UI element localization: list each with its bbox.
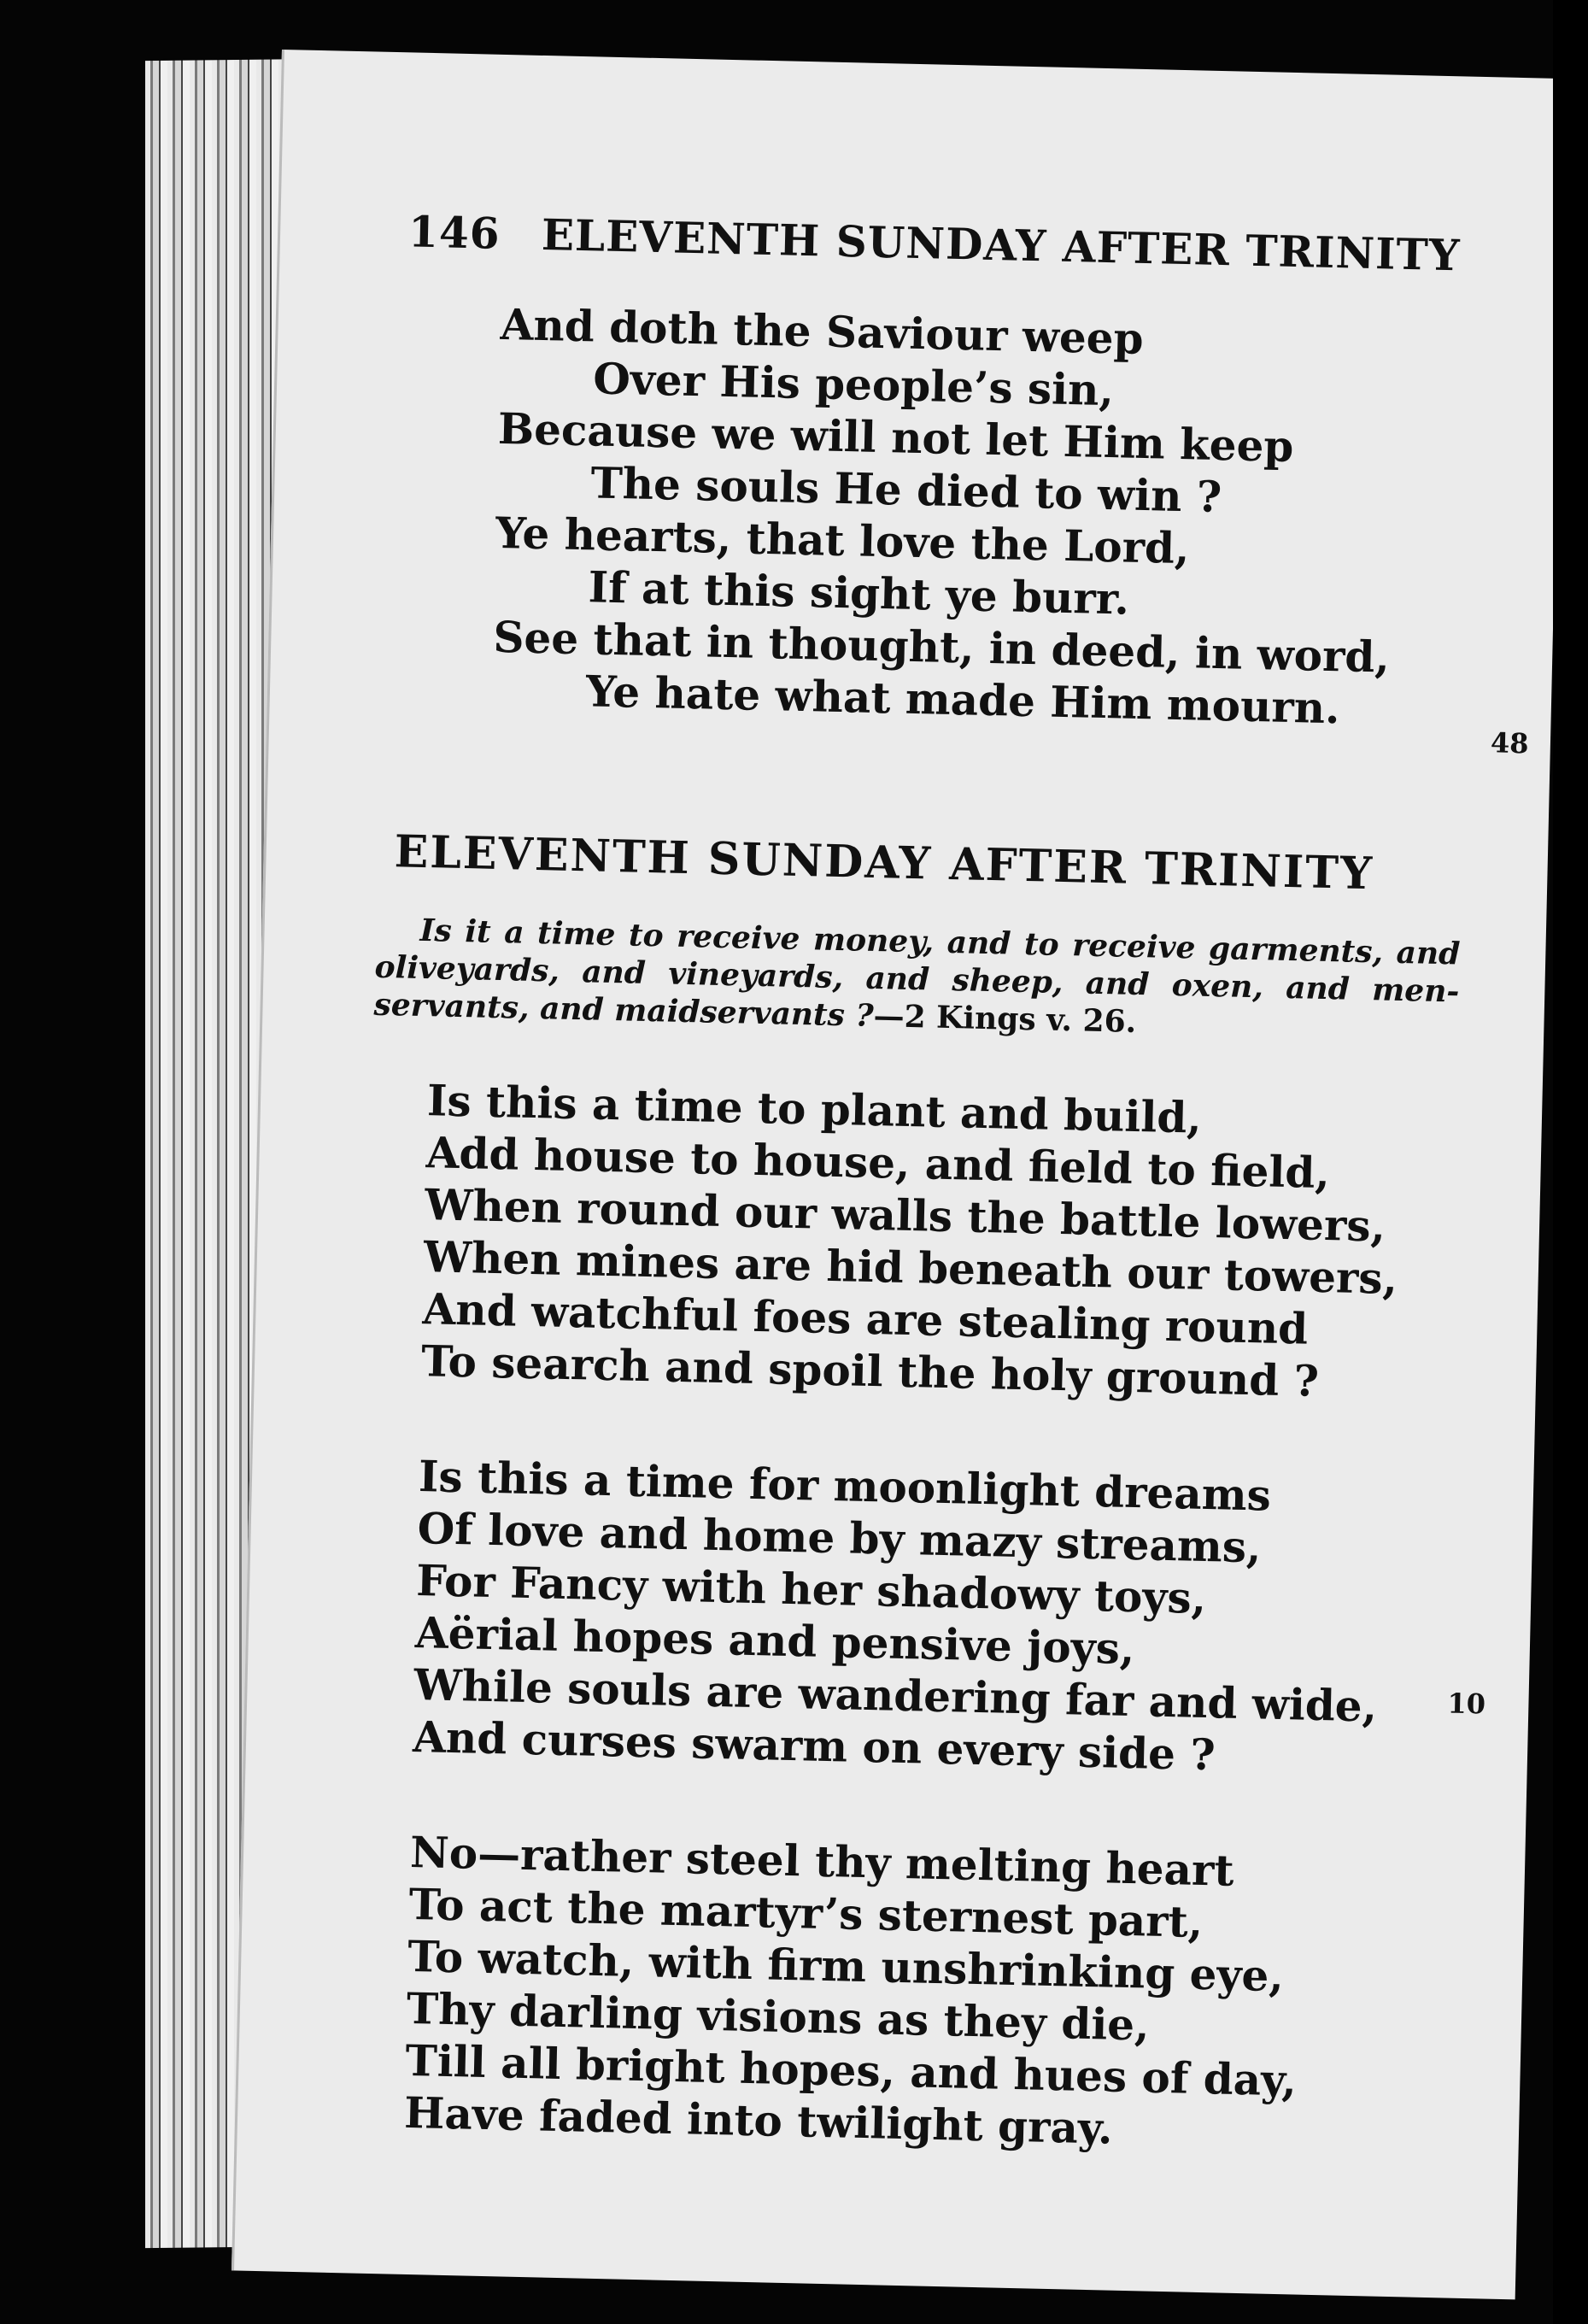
verse-line: If at this sight ye burr. bbox=[588, 561, 1130, 625]
epigraph-reference: —2 Kings v. 26. bbox=[873, 998, 1137, 1040]
stanza-2 bbox=[413, 1450, 1383, 1784]
line-number-10: 10 bbox=[1447, 1687, 1486, 1721]
epigraph-text: Is it a time to receive money, and to receive garments, and oliveyards, and vineyards, and sheep, and oxen, and men-servants, and maidservants ? bbox=[373, 912, 1461, 1034]
previous-poem-stanza bbox=[491, 298, 1397, 736]
stanza-1 bbox=[421, 1074, 1402, 1409]
verse-line: Ye hate what made Him mourn. bbox=[585, 666, 1341, 734]
verse-line: The souls He died to win ? bbox=[589, 457, 1222, 523]
verse-line: Is this a time for moonlight dreams bbox=[418, 1451, 1272, 1521]
verse-line: To search and spoil the holy ground ? bbox=[420, 1335, 1320, 1406]
verse-line: Aërial hopes and pensive joys, bbox=[414, 1607, 1135, 1675]
poem-heading: ELEVENTH SUNDAY AFTER TRINITY bbox=[394, 825, 1374, 901]
verse-line: Ye hearts, that love the Lord, bbox=[495, 507, 1191, 574]
running-head bbox=[408, 206, 1503, 281]
verse-line: When round our walls the battle lowers, bbox=[424, 1179, 1386, 1252]
verse-line: Over His people’s sin, bbox=[592, 353, 1115, 416]
verse-line: Till all bright hopes, and hues of day, bbox=[404, 2034, 1298, 2106]
verse-line: And doth the Saviour weep bbox=[500, 298, 1145, 364]
verse-line: Is this a time to plant and build, bbox=[426, 1075, 1203, 1143]
verse-line: When mines are hid beneath our towers, bbox=[423, 1231, 1398, 1304]
line-number-48: 48 bbox=[1490, 726, 1529, 760]
scan-border bbox=[1553, 0, 1588, 2324]
book-page bbox=[231, 50, 1566, 2299]
verse-line: While souls are wandering far and wide, bbox=[413, 1659, 1378, 1732]
verse-line: No—rather steel thy melting heart bbox=[409, 1826, 1235, 1896]
verse-line: And watchful foes are stealing round bbox=[421, 1283, 1309, 1354]
page-number: 146 bbox=[407, 206, 501, 259]
verse-line: See that in thought, in deed, in word, bbox=[492, 611, 1391, 683]
page-content bbox=[234, 50, 1566, 2299]
verse-line: Have faded into twilight gray. bbox=[403, 2086, 1114, 2154]
verse-line: For Fancy with her shadowy toys, bbox=[415, 1555, 1207, 1624]
verse-line: Thy darling visions as they die, bbox=[406, 1982, 1151, 2051]
running-head-title: ELEVENTH SUNDAY AFTER TRINITY bbox=[541, 208, 1462, 281]
verse-line: Of love and home by mazy streams, bbox=[417, 1503, 1263, 1573]
stanza-3 bbox=[404, 1826, 1302, 2159]
verse-line: Add house to house, and field to field, bbox=[425, 1127, 1331, 1199]
verse-line: Because we will not let Him keep bbox=[497, 402, 1295, 472]
verse-line: And curses swarm on every side ? bbox=[412, 1711, 1216, 1781]
epigraph bbox=[373, 911, 1461, 1048]
verse-line: To watch, with firm unshrinking eye, bbox=[407, 1930, 1285, 2002]
verse-line: To act the martyr’s sternest part, bbox=[408, 1878, 1204, 1948]
